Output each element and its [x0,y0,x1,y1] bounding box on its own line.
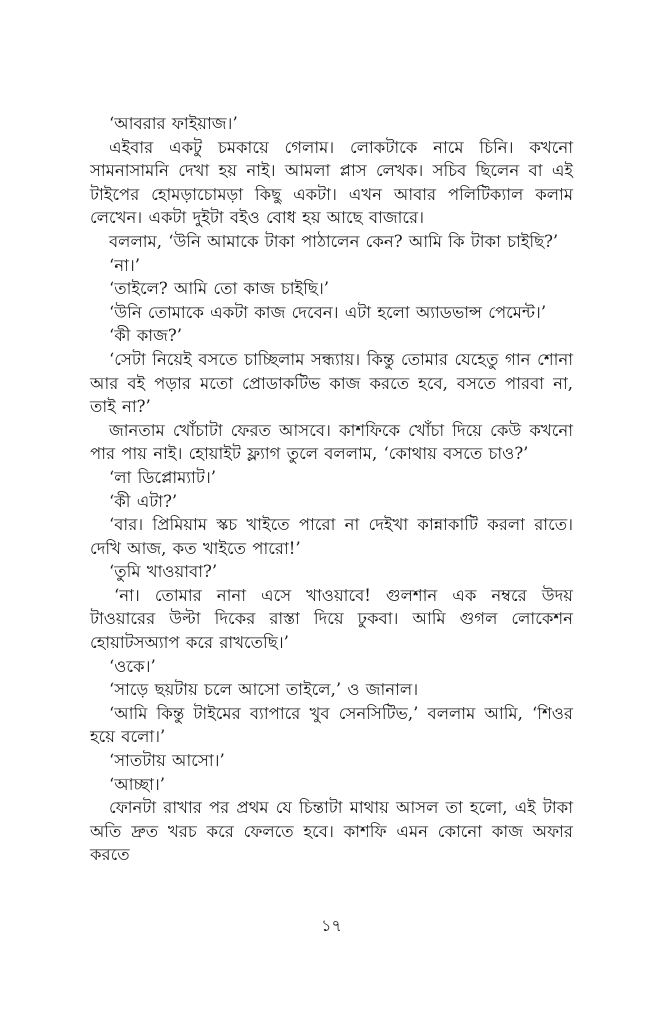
paragraph: ‘আবরার ফাইয়াজ।’ [109,114,238,133]
paragraph: ‘কী এটা?’ [109,491,178,511]
paragraph: ‘লা ডিপ্লোম্যাট।’ [109,467,216,487]
paragraph: ‘সাতটায় আসো।’ [109,751,225,771]
paragraph: ‘তুমি খাওয়াবা?’ [109,562,218,582]
page-number: ১৭ [321,916,342,935]
paragraph: বললাম, ‘উনি আমাকে টাকা পাঠালেন কেন? আমি কি টাকা চাইছি?’ [109,231,559,251]
paragraph: ‘ওকে।’ [109,656,156,676]
paragraph: ‘না।’ [109,255,141,275]
paragraph: ‘উনি তোমাকে একটা কাজ দেবেন। এটা হলো অ্যাডভান্স পেমেন্ট।’ [109,302,547,322]
paragraph: ‘বার। প্রিমিয়াম স্কচ খাইতে পারো না দেইখা কান্নাকাটি করলা রাতে। দেখি আজ, কত খাইতে পারো!’ [90,515,573,558]
paragraph: ‘সাড়ে ছয়টায় চলে আসো তাইলে,’ ও জানাল। [109,680,419,700]
book-page-text [90,112,573,867]
paragraph: ‘তাইলে? আমি তো কাজ চাইছি।’ [109,279,329,299]
paragraph: ‘সেটা নিয়েই বসতে চাচ্ছিলাম সন্ধ্যায়। কিন্তু তোমার যেহেতু গান শোনা আর বই পড়ার মতো প্রোডাকটিভ কাজ করতে হবে, বসতে পারবা না, তাই না?’ [90,349,573,417]
paragraph: ‘আমি কিন্তু টাইমের ব্যাপারে খুব সেনসিটিভ,’ বললাম আমি, ‘শিওর হয়ে বলো।’ [90,703,573,747]
paragraph: এইবার একটু চমকায়ে গেলাম। লোকটাকে নামে চিনি। কখনো সামনাসামনি দেখা হয় নাই। আমলা প্লাস লেখক। সচিব ছিলেন বা এই টাইপের হোমড়াচোমড়া কিছু একটা। এখন আবার পলিটিক্যাল কলাম লেখেন। একটা দুইটা বইও বোধ হয় আছে বাজারে। [90,137,573,228]
paragraph: ‘আচ্ছা।’ [109,774,166,794]
paragraph: ফোনটা রাখার পর প্রথম যে চিন্তাটা মাথায় আসল তা হলো, এই টাকা অতি দ্রুত খরচ করে ফেলতে হবে। কাশফি এমন কোনো কাজ অফার করতে [90,798,573,865]
paragraph: ‘না। তোমার নানা এসে খাওয়াবে! গুলশান এক নম্বরে উদয় টাওয়ারের উল্টা দিকের রাস্তা দিয়ে ঢুকবা। আমি গুগল লোকেশন হোয়াটসঅ্যাপ করে রাখতেছি।’ [90,585,573,653]
paragraph: ‘কী কাজ?’ [109,326,182,346]
paragraph: জানতাম খোঁচাটা ফেরত আসবে। কাশফিকে খোঁচা দিয়ে কেউ কখনো পার পায় নাই। হোয়াইট ফ্ল্যাগ তুলে বললাম, ‘কোথায় বসতে চাও?’ [90,420,573,464]
